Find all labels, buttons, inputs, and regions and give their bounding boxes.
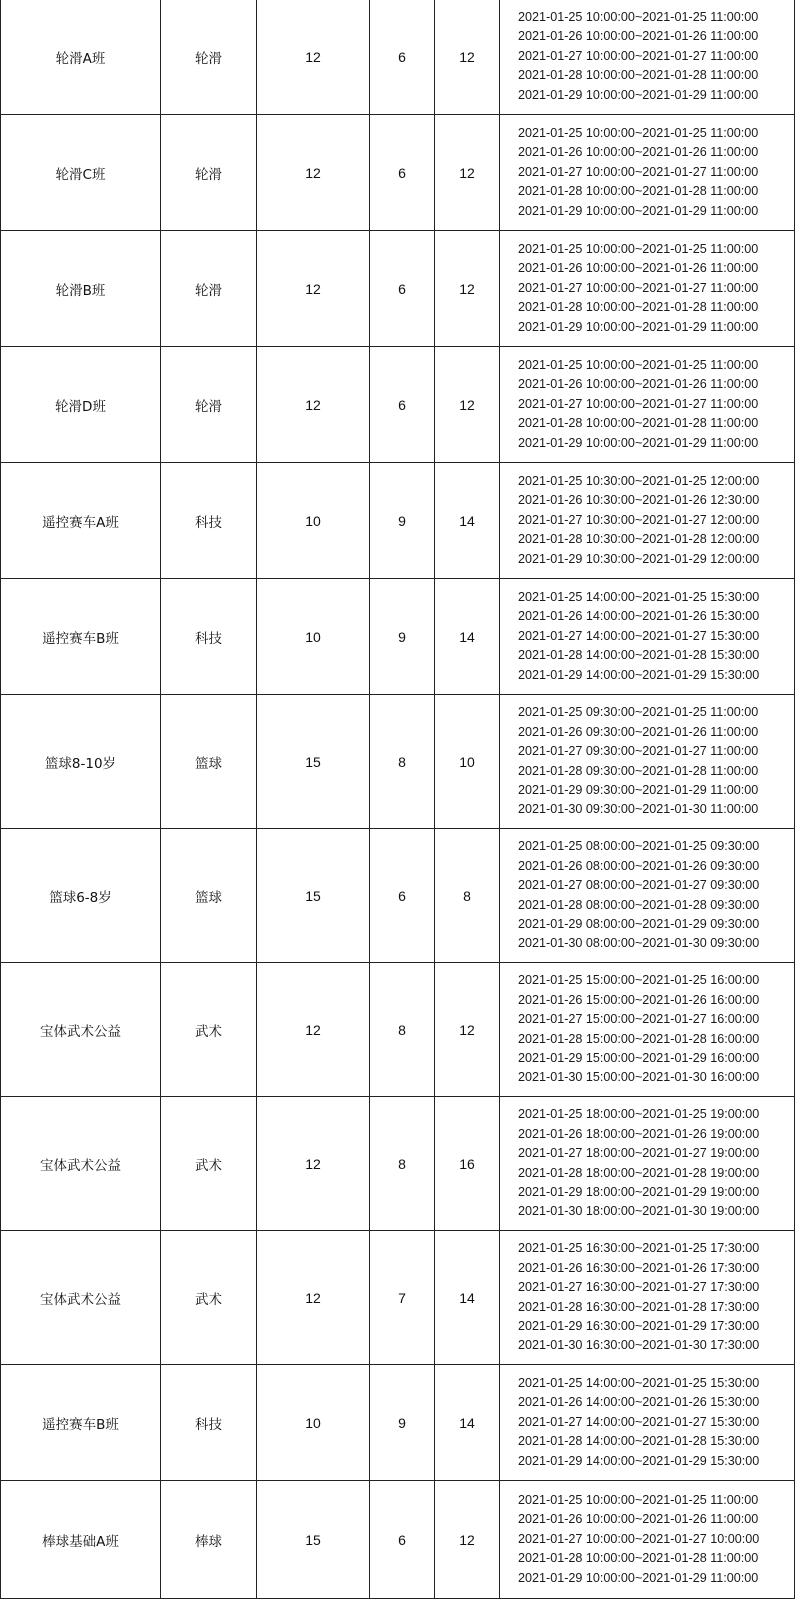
- category-cell: 科技: [161, 579, 257, 695]
- session-time: 2021-01-25 14:00:00~2021-01-25 15:30:00: [518, 1376, 760, 1391]
- value-cell-5: 14: [435, 463, 500, 579]
- session-time: 2021-01-26 10:00:00~2021-01-26 11:00:00: [518, 29, 759, 44]
- value-cell-4: 9: [370, 579, 435, 695]
- session-time: 2021-01-28 14:00:00~2021-01-28 15:30:00: [518, 648, 760, 663]
- session-time: 2021-01-26 10:00:00~2021-01-26 11:00:00: [518, 145, 759, 160]
- session-time: 2021-01-28 18:00:00~2021-01-28 19:00:00: [518, 1165, 760, 1180]
- session-time: 2021-01-25 15:00:00~2021-01-25 16:00:00: [518, 973, 760, 988]
- value-cell-4: 9: [370, 1365, 435, 1481]
- session-times-cell: [500, 0, 795, 115]
- table-row: [1, 231, 795, 347]
- session-time: 2021-01-25 18:00:00~2021-01-25 19:00:00: [518, 1107, 760, 1122]
- session-time: 2021-01-27 08:00:00~2021-01-27 09:30:00: [518, 878, 760, 893]
- class-name-cell: 遥控赛车B班: [1, 1365, 161, 1481]
- session-time: 2021-01-29 10:00:00~2021-01-29 11:00:00: [518, 203, 759, 218]
- session-time: 2021-01-26 10:00:00~2021-01-26 11:00:00: [518, 1512, 759, 1527]
- value-cell-3: 15: [257, 829, 370, 963]
- category-cell: 棒球: [161, 1481, 257, 1599]
- session-time: 2021-01-30 18:00:00~2021-01-30 19:00:00: [518, 1204, 760, 1219]
- value-cell-5: 14: [435, 579, 500, 695]
- session-time: 2021-01-26 14:00:00~2021-01-26 15:30:00: [518, 609, 760, 624]
- value-cell-5: 16: [435, 1097, 500, 1231]
- session-times-cell: [500, 963, 795, 1097]
- session-time: 2021-01-29 18:00:00~2021-01-29 19:00:00: [518, 1184, 760, 1199]
- class-name-cell: 轮滑B班: [1, 231, 161, 347]
- session-time: 2021-01-25 10:00:00~2021-01-25 11:00:00: [518, 1493, 759, 1508]
- session-times-cell: [500, 695, 795, 829]
- category-cell: 武术: [161, 1097, 257, 1231]
- session-times-cell: [500, 347, 795, 463]
- session-time: 2021-01-25 08:00:00~2021-01-25 09:30:00: [518, 839, 760, 854]
- value-cell-3: 12: [257, 1231, 370, 1365]
- session-time: 2021-01-29 10:00:00~2021-01-29 11:00:00: [518, 87, 759, 102]
- session-time: 2021-01-26 09:30:00~2021-01-26 11:00:00: [518, 724, 759, 739]
- value-cell-3: 10: [257, 579, 370, 695]
- value-cell-4: 8: [370, 963, 435, 1097]
- value-cell-5: 12: [435, 1481, 500, 1599]
- class-name-cell: 宝体武术公益: [1, 1097, 161, 1231]
- session-time: 2021-01-29 10:00:00~2021-01-29 11:00:00: [518, 319, 759, 334]
- session-time: 2021-01-27 14:00:00~2021-01-27 15:30:00: [518, 1414, 760, 1429]
- session-time: 2021-01-28 14:00:00~2021-01-28 15:30:00: [518, 1434, 760, 1449]
- value-cell-3: 15: [257, 695, 370, 829]
- session-time: 2021-01-29 09:30:00~2021-01-29 11:00:00: [518, 782, 759, 797]
- class-name-cell: 篮球8-10岁: [1, 695, 161, 829]
- value-cell-5: 14: [435, 1231, 500, 1365]
- session-time: 2021-01-27 15:00:00~2021-01-27 16:00:00: [518, 1012, 760, 1027]
- session-times-cell: [500, 579, 795, 695]
- category-cell: 轮滑: [161, 0, 257, 115]
- table-row: [1, 695, 795, 829]
- value-cell-5: 12: [435, 115, 500, 231]
- category-cell: 武术: [161, 1231, 257, 1365]
- session-times-cell: [500, 829, 795, 963]
- value-cell-3: 12: [257, 0, 370, 115]
- session-time: 2021-01-25 14:00:00~2021-01-25 15:30:00: [518, 590, 760, 605]
- session-times-cell: [500, 231, 795, 347]
- session-time: 2021-01-27 10:00:00~2021-01-27 11:00:00: [518, 396, 759, 411]
- session-time: 2021-01-27 10:30:00~2021-01-27 12:00:00: [518, 512, 760, 527]
- session-time: 2021-01-28 09:30:00~2021-01-28 11:00:00: [518, 763, 759, 778]
- session-time: 2021-01-29 10:30:00~2021-01-29 12:00:00: [518, 551, 760, 566]
- session-time: 2021-01-25 16:30:00~2021-01-25 17:30:00: [518, 1241, 760, 1256]
- table-row: [1, 1097, 795, 1231]
- session-time: 2021-01-27 10:00:00~2021-01-27 10:00:00: [518, 1531, 760, 1546]
- session-time: 2021-01-30 09:30:00~2021-01-30 11:00:00: [518, 802, 759, 817]
- session-time: 2021-01-26 14:00:00~2021-01-26 15:30:00: [518, 1395, 760, 1410]
- table-row: [1, 829, 795, 963]
- session-time: 2021-01-30 16:30:00~2021-01-30 17:30:00: [518, 1338, 760, 1353]
- value-cell-5: 14: [435, 1365, 500, 1481]
- value-cell-3: 15: [257, 1481, 370, 1599]
- session-times-cell: [500, 1365, 795, 1481]
- category-cell: 轮滑: [161, 347, 257, 463]
- session-time: 2021-01-27 14:00:00~2021-01-27 15:30:00: [518, 628, 760, 643]
- value-cell-5: 12: [435, 963, 500, 1097]
- class-name-cell: 遥控赛车B班: [1, 579, 161, 695]
- class-name-cell: 遥控赛车A班: [1, 463, 161, 579]
- session-time: 2021-01-26 16:30:00~2021-01-26 17:30:00: [518, 1260, 760, 1275]
- session-time: 2021-01-29 10:00:00~2021-01-29 11:00:00: [518, 1570, 759, 1585]
- value-cell-5: 10: [435, 695, 500, 829]
- category-cell: 科技: [161, 1365, 257, 1481]
- session-time: 2021-01-25 10:00:00~2021-01-25 11:00:00: [518, 126, 759, 141]
- session-times-cell: [500, 115, 795, 231]
- value-cell-3: 12: [257, 231, 370, 347]
- session-time: 2021-01-29 14:00:00~2021-01-29 15:30:00: [518, 1453, 760, 1468]
- session-times-cell: [500, 1097, 795, 1231]
- value-cell-5: 12: [435, 231, 500, 347]
- session-time: 2021-01-29 15:00:00~2021-01-29 16:00:00: [518, 1050, 760, 1065]
- class-name-cell: 篮球6-8岁: [1, 829, 161, 963]
- value-cell-4: 8: [370, 1097, 435, 1231]
- value-cell-3: 10: [257, 463, 370, 579]
- value-cell-5: 12: [435, 0, 500, 115]
- category-cell: 篮球: [161, 829, 257, 963]
- session-time: 2021-01-29 08:00:00~2021-01-29 09:30:00: [518, 916, 760, 931]
- value-cell-4: 6: [370, 231, 435, 347]
- session-time: 2021-01-28 15:00:00~2021-01-28 16:00:00: [518, 1031, 760, 1046]
- session-time: 2021-01-29 10:00:00~2021-01-29 11:00:00: [518, 435, 759, 450]
- session-time: 2021-01-30 15:00:00~2021-01-30 16:00:00: [518, 1070, 760, 1085]
- category-cell: 轮滑: [161, 231, 257, 347]
- session-time: 2021-01-27 16:30:00~2021-01-27 17:30:00: [518, 1280, 760, 1295]
- session-time: 2021-01-26 10:00:00~2021-01-26 11:00:00: [518, 261, 759, 276]
- value-cell-5: 12: [435, 347, 500, 463]
- session-time: 2021-01-30 08:00:00~2021-01-30 09:30:00: [518, 936, 760, 951]
- category-cell: 篮球: [161, 695, 257, 829]
- table-row: [1, 347, 795, 463]
- value-cell-4: 9: [370, 463, 435, 579]
- value-cell-4: 7: [370, 1231, 435, 1365]
- session-time: 2021-01-29 16:30:00~2021-01-29 17:30:00: [518, 1318, 760, 1333]
- schedule-body: [1, 0, 795, 1599]
- session-time: 2021-01-26 10:00:00~2021-01-26 11:00:00: [518, 377, 759, 392]
- session-time: 2021-01-25 10:00:00~2021-01-25 11:00:00: [518, 242, 759, 257]
- value-cell-4: 6: [370, 347, 435, 463]
- table-row: [1, 963, 795, 1097]
- class-name-cell: 轮滑C班: [1, 115, 161, 231]
- session-times-cell: [500, 1481, 795, 1599]
- session-time: 2021-01-28 10:30:00~2021-01-28 12:00:00: [518, 532, 760, 547]
- category-cell: 科技: [161, 463, 257, 579]
- category-cell: 轮滑: [161, 115, 257, 231]
- session-time: 2021-01-26 15:00:00~2021-01-26 16:00:00: [518, 992, 760, 1007]
- session-time: 2021-01-25 10:00:00~2021-01-25 11:00:00: [518, 10, 759, 25]
- table-row: [1, 579, 795, 695]
- table-row: [1, 1481, 795, 1599]
- table-row: [1, 115, 795, 231]
- value-cell-3: 12: [257, 115, 370, 231]
- value-cell-3: 12: [257, 1097, 370, 1231]
- value-cell-3: 12: [257, 347, 370, 463]
- table-row: [1, 1231, 795, 1365]
- session-time: 2021-01-26 18:00:00~2021-01-26 19:00:00: [518, 1126, 760, 1141]
- session-time: 2021-01-28 10:00:00~2021-01-28 11:00:00: [518, 184, 759, 199]
- session-time: 2021-01-27 10:00:00~2021-01-27 11:00:00: [518, 280, 759, 295]
- value-cell-5: 8: [435, 829, 500, 963]
- session-time: 2021-01-29 14:00:00~2021-01-29 15:30:00: [518, 667, 760, 682]
- value-cell-4: 6: [370, 115, 435, 231]
- value-cell-4: 6: [370, 829, 435, 963]
- session-times-cell: [500, 463, 795, 579]
- table-row: [1, 0, 795, 115]
- session-time: 2021-01-25 10:30:00~2021-01-25 12:00:00: [518, 474, 760, 489]
- table-row: [1, 1365, 795, 1481]
- session-time: 2021-01-28 10:00:00~2021-01-28 11:00:00: [518, 416, 759, 431]
- session-time: 2021-01-28 08:00:00~2021-01-28 09:30:00: [518, 897, 760, 912]
- value-cell-3: 10: [257, 1365, 370, 1481]
- class-name-cell: 轮滑A班: [1, 0, 161, 115]
- session-time: 2021-01-28 10:00:00~2021-01-28 11:00:00: [518, 300, 759, 315]
- table-row: [1, 463, 795, 579]
- session-times-cell: [500, 1231, 795, 1365]
- class-name-cell: 宝体武术公益: [1, 963, 161, 1097]
- session-time: 2021-01-25 09:30:00~2021-01-25 11:00:00: [518, 705, 759, 720]
- value-cell-4: 6: [370, 0, 435, 115]
- class-name-cell: 宝体武术公益: [1, 1231, 161, 1365]
- class-name-cell: 轮滑D班: [1, 347, 161, 463]
- session-time: 2021-01-28 16:30:00~2021-01-28 17:30:00: [518, 1299, 760, 1314]
- session-time: 2021-01-27 10:00:00~2021-01-27 11:00:00: [518, 48, 759, 63]
- class-name-cell: 棒球基础A班: [1, 1481, 161, 1599]
- value-cell-4: 8: [370, 695, 435, 829]
- session-time: 2021-01-27 18:00:00~2021-01-27 19:00:00: [518, 1146, 760, 1161]
- session-time: 2021-01-27 10:00:00~2021-01-27 11:00:00: [518, 164, 759, 179]
- session-time: 2021-01-26 08:00:00~2021-01-26 09:30:00: [518, 858, 760, 873]
- value-cell-3: 12: [257, 963, 370, 1097]
- category-cell: 武术: [161, 963, 257, 1097]
- session-time: 2021-01-25 10:00:00~2021-01-25 11:00:00: [518, 358, 759, 373]
- session-time: 2021-01-27 09:30:00~2021-01-27 11:00:00: [518, 744, 759, 759]
- session-time: 2021-01-26 10:30:00~2021-01-26 12:30:00: [518, 493, 760, 508]
- session-time: 2021-01-28 10:00:00~2021-01-28 11:00:00: [518, 68, 759, 83]
- value-cell-4: 6: [370, 1481, 435, 1599]
- session-time: 2021-01-28 10:00:00~2021-01-28 11:00:00: [518, 1551, 759, 1566]
